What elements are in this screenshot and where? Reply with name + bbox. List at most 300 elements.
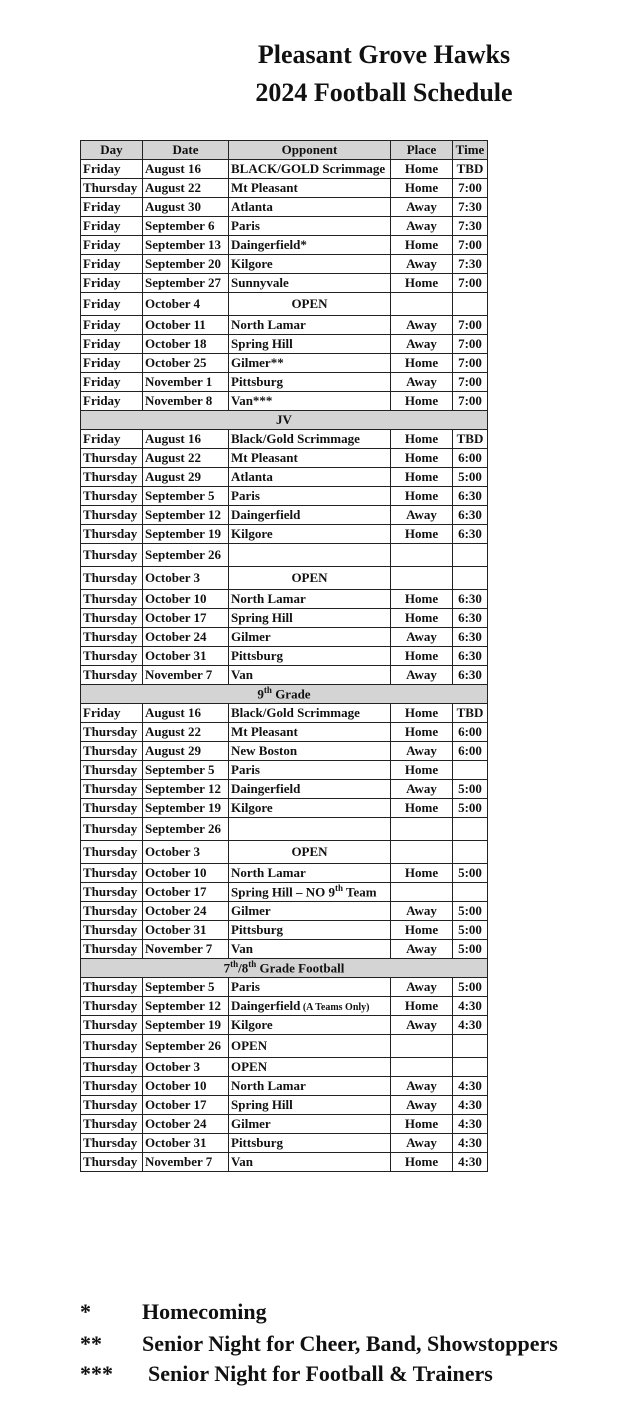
section-title-mid: /8 [238, 960, 249, 976]
cell-day: Thursday [81, 487, 143, 506]
cell-day: Thursday [81, 179, 143, 198]
cell-day: Thursday [81, 921, 143, 940]
cell-place [391, 818, 453, 841]
cell-time: 5:00 [453, 978, 488, 997]
table-row [81, 590, 488, 609]
schedule-table [80, 140, 488, 1172]
cell-place [391, 841, 453, 864]
table-row [81, 354, 488, 373]
cell-place: Away [391, 198, 453, 217]
table-row [81, 1134, 488, 1153]
cell-time: 5:00 [453, 940, 488, 959]
cell-place [391, 1058, 453, 1077]
cell-date: September 5 [143, 978, 229, 997]
cell-place [391, 883, 453, 902]
cell-opponent: Kilgore [229, 1016, 391, 1035]
cell-opponent: Atlanta [229, 468, 391, 487]
cell-time [453, 1058, 488, 1077]
table-row [81, 544, 488, 567]
cell-place: Home [391, 274, 453, 293]
cell-time: 5:00 [453, 864, 488, 883]
opponent-text: Daingerfield [231, 998, 301, 1013]
cell-place: Away [391, 255, 453, 274]
cell-day: Friday [81, 430, 143, 449]
cell-opponent: Sunnyvale [229, 274, 391, 293]
cell-place [391, 293, 453, 316]
cell-place: Away [391, 780, 453, 799]
cell-date: October 10 [143, 1077, 229, 1096]
cell-date: September 5 [143, 761, 229, 780]
section-7th-8th-grade-label [81, 959, 488, 978]
table-row [81, 647, 488, 666]
table-row [81, 609, 488, 628]
cell-date: November 7 [143, 1153, 229, 1172]
cell-opponent: Mt Pleasant [229, 723, 391, 742]
table-row [81, 217, 488, 236]
cell-time [453, 818, 488, 841]
cell-date: November 1 [143, 373, 229, 392]
section-9th-grade [81, 685, 488, 704]
cell-place: Home [391, 468, 453, 487]
cell-day: Thursday [81, 799, 143, 818]
cell-time: TBD [453, 430, 488, 449]
cell-date: October 17 [143, 883, 229, 902]
cell-opponent [229, 818, 391, 841]
cell-place: Home [391, 997, 453, 1016]
cell-place: Home [391, 179, 453, 198]
cell-day: Thursday [81, 1153, 143, 1172]
table-row [81, 666, 488, 685]
cell-day: Thursday [81, 628, 143, 647]
section-title: 7 [223, 960, 231, 976]
cell-day: Thursday [81, 666, 143, 685]
cell-place: Away [391, 940, 453, 959]
cell-date: August 22 [143, 179, 229, 198]
cell-day: Friday [81, 217, 143, 236]
cell-day: Thursday [81, 902, 143, 921]
cell-place: Away [391, 628, 453, 647]
cell-date: September 26 [143, 818, 229, 841]
table-row [81, 179, 488, 198]
cell-time: 6:00 [453, 449, 488, 468]
cell-time [453, 567, 488, 590]
cell-opponent: Van [229, 1153, 391, 1172]
section-title: 9 [257, 686, 264, 702]
section-superscript: th [230, 959, 239, 970]
section-jv [81, 411, 488, 430]
cell-opponent: Atlanta [229, 198, 391, 217]
cell-time: 7:00 [453, 392, 488, 411]
cell-opponent: Gilmer [229, 1115, 391, 1134]
cell-time: 6:30 [453, 647, 488, 666]
cell-opponent: Daingerfield [229, 506, 391, 525]
cell-opponent [229, 883, 391, 902]
cell-place: Home [391, 449, 453, 468]
cell-time: 7:00 [453, 373, 488, 392]
cell-day: Friday [81, 373, 143, 392]
cell-opponent: North Lamar [229, 864, 391, 883]
cell-date: August 16 [143, 704, 229, 723]
cell-time: 4:30 [453, 1153, 488, 1172]
cell-place: Home [391, 609, 453, 628]
cell-opponent: OPEN [229, 841, 391, 864]
cell-place: Home [391, 160, 453, 179]
cell-place: Away [391, 666, 453, 685]
cell-time: 5:00 [453, 468, 488, 487]
cell-time: 6:30 [453, 609, 488, 628]
cell-day: Friday [81, 335, 143, 354]
cell-opponent: Kilgore [229, 255, 391, 274]
cell-time [453, 883, 488, 902]
section-title-rest: Grade Football [256, 960, 345, 976]
cell-time: 6:30 [453, 525, 488, 544]
cell-opponent: Spring Hill [229, 1096, 391, 1115]
table-row [81, 373, 488, 392]
cell-place: Home [391, 799, 453, 818]
cell-time: 4:30 [453, 1134, 488, 1153]
cell-day: Thursday [81, 761, 143, 780]
cell-date: September 12 [143, 780, 229, 799]
cell-place: Away [391, 902, 453, 921]
cell-place: Home [391, 590, 453, 609]
cell-day: Thursday [81, 997, 143, 1016]
section-jv-label [81, 411, 488, 430]
cell-day: Thursday [81, 864, 143, 883]
cell-place: Away [391, 1016, 453, 1035]
cell-opponent: Pittsburg [229, 647, 391, 666]
cell-day: Friday [81, 704, 143, 723]
table-row [81, 723, 488, 742]
cell-day: Thursday [81, 1077, 143, 1096]
cell-date: September 12 [143, 997, 229, 1016]
legend-symbol: *** [80, 1361, 113, 1386]
cell-date: September 6 [143, 217, 229, 236]
table-row [81, 293, 488, 316]
table-row [81, 742, 488, 761]
cell-date: September 26 [143, 1035, 229, 1058]
cell-opponent: Pittsburg [229, 1134, 391, 1153]
cell-place [391, 567, 453, 590]
cell-time [453, 761, 488, 780]
cell-date: October 17 [143, 609, 229, 628]
table-row [81, 628, 488, 647]
table-row [81, 449, 488, 468]
cell-place [391, 1035, 453, 1058]
opponent-superscript: th [335, 883, 344, 894]
table-row [81, 274, 488, 293]
cell-date: September 20 [143, 255, 229, 274]
cell-time: 6:30 [453, 628, 488, 647]
legend-text: Homecoming [142, 1299, 267, 1324]
cell-day: Thursday [81, 1134, 143, 1153]
table-row [81, 997, 488, 1016]
cell-day: Thursday [81, 1035, 143, 1058]
cell-date: August 29 [143, 742, 229, 761]
cell-date: October 3 [143, 1058, 229, 1077]
cell-date: August 16 [143, 430, 229, 449]
cell-place: Home [391, 236, 453, 255]
cell-date: September 26 [143, 544, 229, 567]
cell-date: November 7 [143, 666, 229, 685]
section-superscript: th [248, 959, 257, 970]
table-row [81, 921, 488, 940]
cell-time: 7:00 [453, 354, 488, 373]
cell-place: Away [391, 373, 453, 392]
table-row [81, 1077, 488, 1096]
table-row [81, 487, 488, 506]
cell-time: 7:00 [453, 236, 488, 255]
cell-day: Thursday [81, 1115, 143, 1134]
cell-place: Home [391, 354, 453, 373]
cell-opponent: Kilgore [229, 799, 391, 818]
cell-date: November 7 [143, 940, 229, 959]
cell-time: 6:30 [453, 666, 488, 685]
cell-date: September 19 [143, 525, 229, 544]
cell-time: 6:00 [453, 723, 488, 742]
table-row [81, 818, 488, 841]
table-row [81, 1096, 488, 1115]
cell-opponent: Van [229, 940, 391, 959]
legend-text: Senior Night for Football & Trainers [148, 1361, 493, 1386]
cell-time: 5:00 [453, 921, 488, 940]
cell-day: Thursday [81, 468, 143, 487]
cell-time: 7:30 [453, 217, 488, 236]
cell-time: 4:30 [453, 1096, 488, 1115]
table-row [81, 430, 488, 449]
cell-day: Friday [81, 236, 143, 255]
cell-opponent [229, 997, 391, 1016]
cell-date: October 24 [143, 1115, 229, 1134]
cell-time [453, 841, 488, 864]
cell-time: 6:00 [453, 742, 488, 761]
cell-opponent: Black/Gold Scrimmage [229, 704, 391, 723]
table-row [81, 198, 488, 217]
section-title-rest: Grade [271, 686, 311, 702]
cell-date: October 24 [143, 628, 229, 647]
cell-place: Away [391, 335, 453, 354]
cell-day: Friday [81, 392, 143, 411]
opponent-text: Spring Hill – NO 9 [231, 884, 336, 900]
cell-time: TBD [453, 704, 488, 723]
table-row [81, 335, 488, 354]
cell-day: Thursday [81, 1016, 143, 1035]
cell-date: August 30 [143, 198, 229, 217]
cell-opponent: Daingerfield [229, 780, 391, 799]
cell-day: Friday [81, 160, 143, 179]
cell-time: 7:30 [453, 255, 488, 274]
cell-day: Friday [81, 293, 143, 316]
cell-opponent: North Lamar [229, 316, 391, 335]
cell-time: 5:00 [453, 780, 488, 799]
cell-opponent: Van*** [229, 392, 391, 411]
table-row [81, 506, 488, 525]
cell-time: TBD [453, 160, 488, 179]
cell-time: 5:00 [453, 902, 488, 921]
cell-time: 7:00 [453, 316, 488, 335]
cell-time [453, 1035, 488, 1058]
header-opponent: Opponent [229, 141, 391, 160]
cell-place: Home [391, 430, 453, 449]
cell-date: October 25 [143, 354, 229, 373]
cell-place: Home [391, 761, 453, 780]
cell-place: Home [391, 487, 453, 506]
table-row [81, 316, 488, 335]
cell-opponent: Pittsburg [229, 921, 391, 940]
cell-place: Home [391, 647, 453, 666]
cell-place: Away [391, 217, 453, 236]
cell-day: Thursday [81, 647, 143, 666]
cell-opponent: Pittsburg [229, 373, 391, 392]
table-row [81, 1153, 488, 1172]
cell-day: Thursday [81, 780, 143, 799]
cell-time: 7:00 [453, 179, 488, 198]
cell-place: Away [391, 1134, 453, 1153]
cell-time: 4:30 [453, 1077, 488, 1096]
table-row [81, 940, 488, 959]
cell-day: Thursday [81, 723, 143, 742]
cell-day: Thursday [81, 567, 143, 590]
cell-date: October 17 [143, 1096, 229, 1115]
cell-time: 4:30 [453, 1115, 488, 1134]
cell-day: Thursday [81, 590, 143, 609]
cell-opponent: New Boston [229, 742, 391, 761]
section-superscript: th [263, 685, 272, 696]
cell-opponent: Van [229, 666, 391, 685]
cell-day: Thursday [81, 940, 143, 959]
cell-place: Away [391, 316, 453, 335]
table-row [81, 902, 488, 921]
opponent-note: (A Teams Only) [300, 1002, 370, 1013]
cell-opponent: Gilmer [229, 628, 391, 647]
cell-opponent: Spring Hill [229, 609, 391, 628]
section-7th-8th-grade [81, 959, 488, 978]
cell-date: August 29 [143, 468, 229, 487]
table-row [81, 236, 488, 255]
cell-opponent: Paris [229, 761, 391, 780]
cell-date: October 11 [143, 316, 229, 335]
table-row [81, 864, 488, 883]
cell-place: Home [391, 392, 453, 411]
cell-day: Thursday [81, 818, 143, 841]
cell-date: October 18 [143, 335, 229, 354]
cell-time [453, 544, 488, 567]
cell-place: Away [391, 506, 453, 525]
cell-opponent: Mt Pleasant [229, 179, 391, 198]
cell-place: Away [391, 978, 453, 997]
cell-opponent: Gilmer [229, 902, 391, 921]
cell-day: Thursday [81, 978, 143, 997]
cell-date: October 3 [143, 841, 229, 864]
cell-day: Friday [81, 354, 143, 373]
table-header-row [81, 141, 488, 160]
table-row [81, 1035, 488, 1058]
cell-day: Friday [81, 316, 143, 335]
header-day: Day [81, 141, 143, 160]
table-row [81, 704, 488, 723]
cell-date: October 31 [143, 921, 229, 940]
cell-time: 7:00 [453, 335, 488, 354]
cell-time: 6:30 [453, 590, 488, 609]
cell-day: Thursday [81, 883, 143, 902]
table-row [81, 160, 488, 179]
cell-time: 7:00 [453, 274, 488, 293]
table-row [81, 468, 488, 487]
cell-day: Friday [81, 274, 143, 293]
cell-date: August 22 [143, 723, 229, 742]
header-place: Place [391, 141, 453, 160]
table-row [81, 841, 488, 864]
cell-place: Home [391, 864, 453, 883]
cell-date: November 8 [143, 392, 229, 411]
schedule-title-year: 2024 Football Schedule [255, 78, 513, 107]
cell-opponent: Mt Pleasant [229, 449, 391, 468]
cell-date: September 19 [143, 1016, 229, 1035]
table-row [81, 392, 488, 411]
cell-place: Home [391, 723, 453, 742]
cell-time: 5:00 [453, 799, 488, 818]
cell-place: Home [391, 704, 453, 723]
table-row [81, 1115, 488, 1134]
table-row [81, 761, 488, 780]
cell-day: Thursday [81, 525, 143, 544]
table-row [81, 883, 488, 902]
table-row [81, 255, 488, 274]
header-time: Time [453, 141, 488, 160]
cell-place: Home [391, 1153, 453, 1172]
opponent-text-rest: Team [343, 884, 377, 900]
cell-day: Thursday [81, 841, 143, 864]
table-row [81, 1058, 488, 1077]
cell-day: Friday [81, 198, 143, 217]
legend-symbol: ** [80, 1331, 102, 1356]
cell-date: October 31 [143, 647, 229, 666]
cell-date: September 19 [143, 799, 229, 818]
cell-date: September 13 [143, 236, 229, 255]
cell-opponent [229, 544, 391, 567]
cell-date: September 27 [143, 274, 229, 293]
table-row [81, 1016, 488, 1035]
legend-symbol: * [80, 1299, 91, 1324]
table-row [81, 799, 488, 818]
cell-place: Away [391, 742, 453, 761]
cell-date: September 5 [143, 487, 229, 506]
cell-place: Home [391, 1115, 453, 1134]
cell-opponent: Gilmer** [229, 354, 391, 373]
cell-date: October 10 [143, 864, 229, 883]
cell-opponent: Black/Gold Scrimmage [229, 430, 391, 449]
cell-opponent: Daingerfield* [229, 236, 391, 255]
cell-day: Thursday [81, 742, 143, 761]
cell-day: Thursday [81, 449, 143, 468]
cell-opponent: North Lamar [229, 590, 391, 609]
cell-date: August 22 [143, 449, 229, 468]
cell-day: Thursday [81, 1058, 143, 1077]
cell-day: Thursday [81, 506, 143, 525]
header-date: Date [143, 141, 229, 160]
cell-opponent: Paris [229, 487, 391, 506]
table-row [81, 525, 488, 544]
cell-opponent: OPEN [229, 1058, 391, 1077]
cell-place: Home [391, 525, 453, 544]
cell-date: October 24 [143, 902, 229, 921]
table-row [81, 780, 488, 799]
cell-opponent: BLACK/GOLD Scrimmage [229, 160, 391, 179]
section-9th-grade-label [81, 685, 488, 704]
cell-opponent: Kilgore [229, 525, 391, 544]
cell-place [391, 544, 453, 567]
cell-time: 4:30 [453, 997, 488, 1016]
cell-time: 4:30 [453, 1016, 488, 1035]
